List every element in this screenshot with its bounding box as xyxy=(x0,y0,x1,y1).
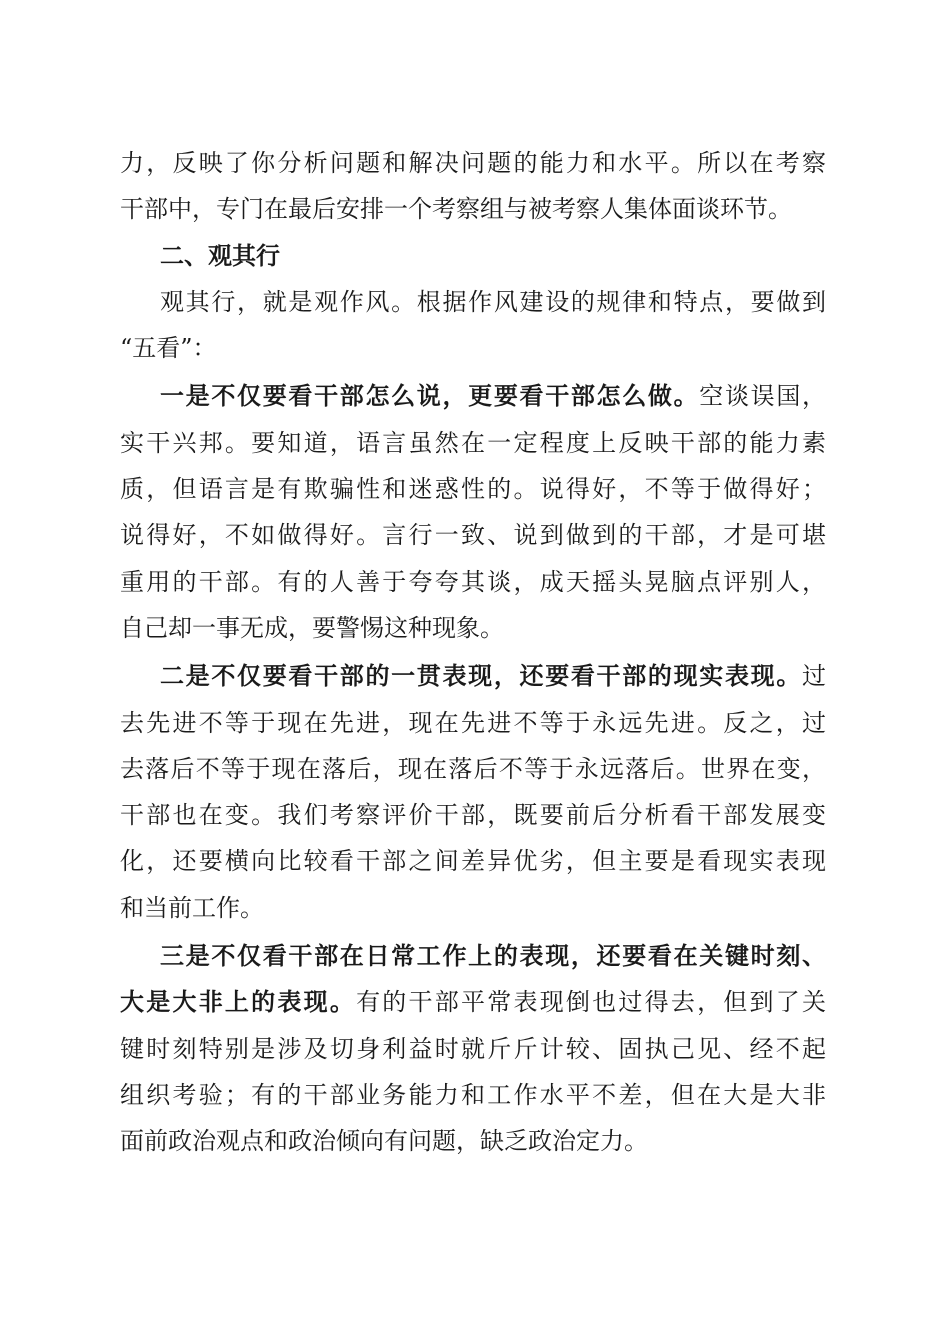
text-line: 重用的干部。有的人善于夸夸其谈，成天摇头晃脑点评别人， xyxy=(120,567,826,596)
paragraph-intro xyxy=(120,279,826,372)
text-line: 键时刻特别是涉及切身利益时就斤斤计较、固执己见、经不起 xyxy=(120,1034,826,1063)
paragraph-point-1 xyxy=(120,373,826,651)
text-line: 干部中，专门在最后安排一个考察组与被考察人集体面谈环节。 xyxy=(120,195,792,224)
section-heading: 二、观其行 xyxy=(160,241,280,270)
text-line: 去先进不等于现在先进，现在先进不等于永远先进。反之，过 xyxy=(120,708,826,737)
document-body xyxy=(120,140,826,1165)
text-line: 观其行，就是观作风。根据作风建设的规律和特点，要做到 xyxy=(160,287,826,316)
text-line: 说得好，不如做得好。言行一致、说到做到的干部，才是可堪 xyxy=(120,521,826,550)
text-line xyxy=(120,373,826,419)
paragraph-continuation xyxy=(120,140,826,233)
point-3-text: 有的干部平常表现倒也过得去，但到了关 xyxy=(356,988,826,1017)
point-2-text: 过 xyxy=(802,662,826,691)
point-3-lead-line-1: 三是不仅看干部在日常工作上的表现，还要看在关键时刻、 xyxy=(160,942,826,971)
text-line xyxy=(120,979,826,1025)
text-line: 和当前工作。 xyxy=(120,893,264,922)
paragraph-point-3 xyxy=(120,933,826,1164)
text-line: 面前政治观点和政治倾向有问题，缺乏政治定力。 xyxy=(120,1127,648,1156)
point-1-text: 空谈误国， xyxy=(699,382,827,411)
text-line: 自己却一事无成，要警惕这种现象。 xyxy=(120,613,504,642)
text-line: 力，反映了你分析问题和解决问题的能力和水平。所以在考察 xyxy=(120,149,826,177)
text-line: 干部也在变。我们考察评价干部，既要前后分析看干部发展变 xyxy=(120,801,826,830)
point-2-lead: 二是不仅要看干部的一贯表现，还要看干部的现实表现。 xyxy=(160,662,802,691)
text-line xyxy=(120,653,826,699)
text-line: 质，但语言是有欺骗性和迷惑性的。说得好，不等于做得好； xyxy=(120,475,826,504)
text-line: “五看”： xyxy=(120,334,217,363)
text-line: 实干兴邦。要知道，语言虽然在一定程度上反映干部的能力素 xyxy=(120,428,826,457)
point-3-lead-line-2: 大是大非上的表现。 xyxy=(120,988,357,1017)
text-line: 化，还要横向比较看干部之间差异优劣，但主要是看现实表现 xyxy=(120,847,826,876)
paragraph-point-2 xyxy=(120,653,826,931)
point-1-lead: 一是不仅要看干部怎么说，更要看干部怎么做。 xyxy=(160,382,700,411)
text-line: 组织考验；有的干部业务能力和工作水平不差，但在大是大非 xyxy=(120,1080,826,1109)
text-line: 去落后不等于现在落后，现在落后不等于永远落后。世界在变， xyxy=(120,754,826,783)
